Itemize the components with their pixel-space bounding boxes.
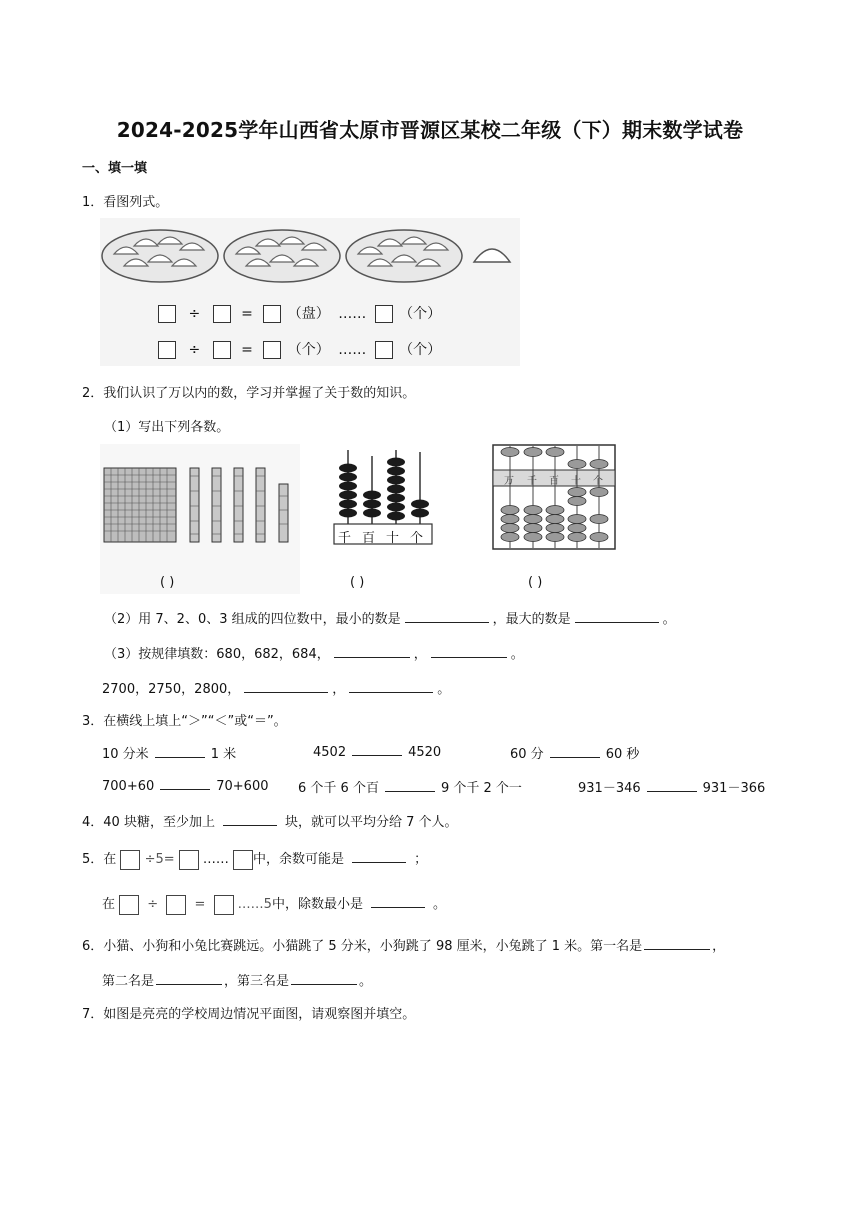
answer-blank[interactable]	[244, 680, 328, 693]
answer-box[interactable]	[213, 341, 231, 359]
q1-formula-row-2	[158, 339, 441, 359]
plate-3-icon	[346, 230, 462, 282]
question-2-part-3-line-2: 2700，2750，2800， ， 。	[102, 682, 451, 697]
answer-blank[interactable]	[550, 745, 600, 758]
answer-blank[interactable]	[575, 610, 659, 623]
unit-label: （个）	[287, 342, 330, 358]
page-title: 2024-2025学年山西省太原市晋源区某校二年级（下）期末数学试卷	[116, 118, 744, 142]
divide-sign: ÷	[188, 306, 201, 322]
question-2-part-2: （2）用 7、2、0、3 组成的四位数中，最小的数是 ，最大的数是 。	[104, 612, 676, 627]
answer-blank[interactable]	[156, 972, 222, 985]
answer-paren-3[interactable]: ( )	[528, 575, 543, 590]
unit-label: （个）	[399, 306, 442, 322]
answer-box[interactable]	[179, 850, 199, 870]
q3-comparison-1: 10 分米 1 米	[102, 747, 237, 762]
question-4: 4．40 块糖，至少加上 块，就可以平均分给 7 个人。	[82, 815, 458, 830]
answer-box[interactable]	[375, 341, 393, 359]
answer-box[interactable]	[213, 305, 231, 323]
equals-sign: =	[241, 306, 253, 322]
answer-blank[interactable]	[223, 813, 277, 826]
answer-box[interactable]	[119, 895, 139, 915]
answer-blank[interactable]	[405, 610, 489, 623]
remainder-dots: ……	[338, 342, 367, 358]
answer-box[interactable]	[214, 895, 234, 915]
unit-label: （个）	[399, 342, 442, 358]
question-2-part-1: （1）写出下列各数。	[104, 420, 230, 435]
plate-1-icon	[102, 230, 218, 282]
answer-blank[interactable]	[334, 645, 410, 658]
answer-paren-1[interactable]: ( )	[160, 575, 175, 590]
answer-blank[interactable]	[647, 779, 697, 792]
answer-blank[interactable]	[644, 937, 710, 950]
abacus-beads-icon	[339, 458, 429, 521]
q3-comparison-3: 60 分 60 秒	[510, 747, 640, 762]
abacus-2-figure	[492, 444, 618, 552]
divide-sign: ÷	[188, 342, 201, 358]
section-heading: 一、填一填	[82, 161, 148, 176]
answer-box[interactable]	[158, 305, 176, 323]
q3-comparison-2: 4502 4520	[313, 745, 442, 760]
answer-blank[interactable]	[291, 972, 357, 985]
thousand-cube-icon	[104, 468, 176, 542]
answer-box[interactable]	[120, 850, 140, 870]
base-ten-blocks-figure	[100, 444, 300, 594]
answer-box[interactable]	[166, 895, 186, 915]
q1-formula-row-1	[158, 303, 441, 323]
answer-box[interactable]	[233, 850, 253, 870]
equals-sign: =	[241, 342, 253, 358]
answer-box[interactable]	[375, 305, 393, 323]
q3-comparison-6: 931－346 931－366	[578, 781, 766, 796]
answer-blank[interactable]	[155, 745, 205, 758]
answer-box[interactable]	[263, 305, 281, 323]
answer-blank[interactable]	[352, 743, 402, 756]
answer-box[interactable]	[158, 341, 176, 359]
q3-comparison-5: 6 个千 6 个百 9 个千 2 个一	[298, 781, 522, 796]
question-6-line-1: 6．小猫、小狗和小兔比赛跳远。小猫跳了 5 分米，小狗跳了 98 厘米，小兔跳了 1 米。第一名是 ，	[82, 939, 726, 954]
answer-blank[interactable]	[371, 895, 425, 908]
answer-blank[interactable]	[385, 779, 435, 792]
question-6-line-2: 第二名是 ，第三名是 。	[102, 974, 373, 989]
plate-2-icon	[224, 230, 340, 282]
question-7-stem: 7．如图是亮亮的学校周边情况平面图，请观察图并填空。	[82, 1007, 416, 1022]
answer-blank[interactable]	[431, 645, 507, 658]
remainder-dots: ……	[338, 306, 367, 322]
question-2-part-3: （3）按规律填数：680，682，684， ， 。	[104, 647, 524, 662]
answer-blank[interactable]	[349, 680, 433, 693]
answer-blank[interactable]	[160, 777, 210, 790]
unit-label: （盘）	[287, 306, 330, 322]
question-5-line-1: 5．在 ÷5= …… 中，余数可能是 ；	[82, 848, 427, 870]
answer-blank[interactable]	[352, 850, 406, 863]
answer-box[interactable]	[263, 341, 281, 359]
question-5-line-2: 在 ÷ = ……5中，除数最小是 。	[102, 893, 446, 915]
answer-paren-2[interactable]: ( )	[350, 575, 365, 590]
q3-comparison-4: 700+60 70+600	[102, 779, 269, 794]
question-3-stem: 3．在横线上填上“＞”“＜”或“＝”。	[82, 714, 287, 729]
question-1-stem: 1．看图列式。	[82, 195, 169, 210]
question-2-stem: 2．我们认识了万以内的数，学习并掌握了关于数的知识。	[82, 386, 416, 401]
